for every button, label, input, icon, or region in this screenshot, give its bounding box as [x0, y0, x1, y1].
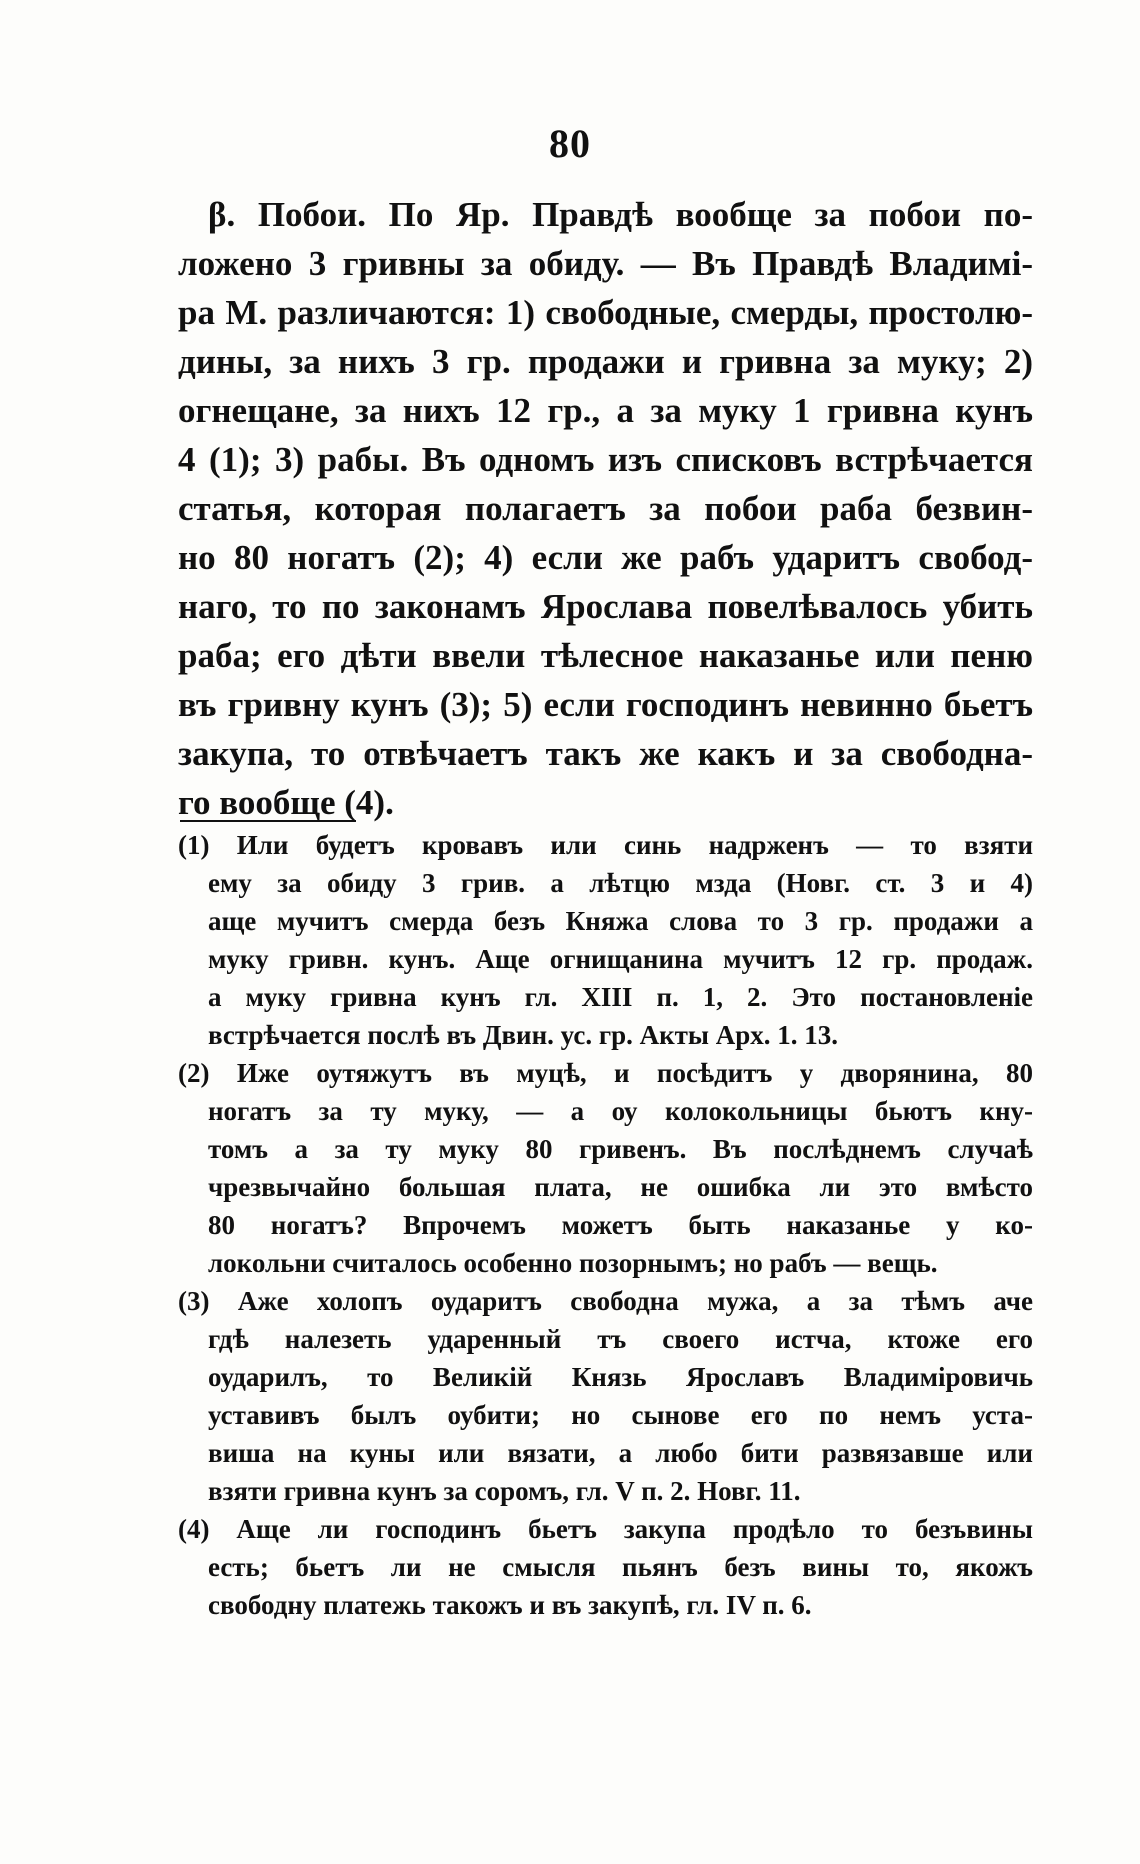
footnote-line: уставивъ былъ оубити; но сынове его по немъ уста-: [208, 1400, 1033, 1430]
text-line: закупа, то отвѣчаетъ такъ же какъ и за свободна-: [178, 734, 1033, 773]
footnote-line: (3) Аже холопъ оударитъ свободна мужа, а за тѣмъ аче: [178, 1286, 1033, 1316]
text-line: раба; его дѣти ввели тѣлесное наказанье или пеню: [178, 636, 1033, 675]
footnote-line: свободну платежь такожъ и въ закупѣ, гл. IV п. 6.: [208, 1590, 812, 1620]
footnote-line: ему за обиду 3 грив. а лѣтцю мзда (Новг. ст. 3 и 4): [208, 868, 1033, 898]
footnote-3: [178, 1282, 1033, 1510]
footnote-line: встрѣчается послѣ въ Двин. ус. гр. Акты Арх. 1. 13.: [208, 1020, 839, 1050]
text-line: но 80 ногатъ (2); 4) если же рабъ ударитъ свобод-: [178, 538, 1033, 577]
text-line: ра М. различаются: 1) свободные, смерды, простолю-: [178, 293, 1033, 332]
footnotes: [178, 826, 1033, 1624]
footnote-line: (2) Иже оутяжутъ въ муцѣ, и посѣдитъ у дворянина, 80: [178, 1058, 1033, 1088]
text-line: статья, которая полагаетъ за побои раба безвин-: [178, 489, 1033, 528]
footnote-4: [178, 1510, 1033, 1624]
footnote-line: ногатъ за ту муку, — а оу колокольницы бьютъ кну-: [208, 1096, 1033, 1126]
footnote-line: 80 ногатъ? Впрочемъ можетъ быть наказанье у ко-: [208, 1210, 1033, 1240]
footnote-line: есть; бьетъ ли не смысля пьянъ безъ вины то, якожъ: [208, 1552, 1033, 1582]
footnote-line: виша на куны или вязати, а любо бити развязавше или: [208, 1438, 1033, 1468]
text-line: огнещане, за нихъ 12 гр., а за муку 1 гривна кунъ: [178, 391, 1033, 430]
footnote-line: муку гривн. кунъ. Аще огнищанина мучитъ 12 гр. продаж.: [208, 944, 1033, 974]
footnote-line: чрезвычайно большая плата, не ошибка ли это вмѣсто: [208, 1172, 1033, 1202]
main-text: [178, 190, 1033, 827]
footnote-line: томъ а за ту муку 80 гривенъ. Въ послѣднемъ случаѣ: [208, 1134, 1033, 1164]
footnote-line: гдѣ налезеть ударенный тъ своего истча, ктоже его: [208, 1324, 1033, 1354]
text-line: въ гривну кунъ (3); 5) если господинъ невинно бьетъ: [178, 685, 1033, 724]
footnote-line: (1) Или будетъ кровавъ или синь надрженъ — то взяти: [178, 830, 1033, 860]
footnote-line: (4) Аще ли господинъ бьетъ закупа продѣло то безъвины: [178, 1514, 1033, 1544]
text-line: дины, за нихъ 3 гр. продажи и гривна за муку; 2): [178, 342, 1033, 381]
footnote-line: локольни считалось особенно позорнымъ; но рабъ — вещь.: [208, 1248, 938, 1278]
footnote-line: взяти гривна кунъ за соромъ, гл. V п. 2. Новг. 11.: [208, 1476, 801, 1506]
footnote-1: [178, 826, 1033, 1054]
text-line: наго, то по законамъ Ярослава повелѣвалось убить: [178, 587, 1033, 626]
footnote-2: [178, 1054, 1033, 1282]
text-line: ложено 3 гривны за обиду. — Въ Правдѣ Владимі-: [178, 244, 1033, 283]
page-number: 80: [549, 121, 591, 166]
footnote-line: аще мучитъ смерда безъ Княжа слова то 3 гр. продажи а: [208, 906, 1033, 936]
footnote-line: а муку гривна кунъ гл. XIII п. 1, 2. Это постановленіе: [208, 982, 1033, 1012]
text-line: 4 (1); 3) рабы. Въ одномъ изъ списковъ встрѣчается: [178, 440, 1033, 479]
footnote-separator: [180, 820, 356, 822]
text-line: β. Побои. По Яр. Правдѣ вообще за побои по-: [208, 195, 1033, 234]
text-line: го вообще (4).: [178, 783, 394, 822]
footnote-line: оударилъ, то Великій Князь Ярославъ Владиміровичь: [208, 1362, 1033, 1392]
